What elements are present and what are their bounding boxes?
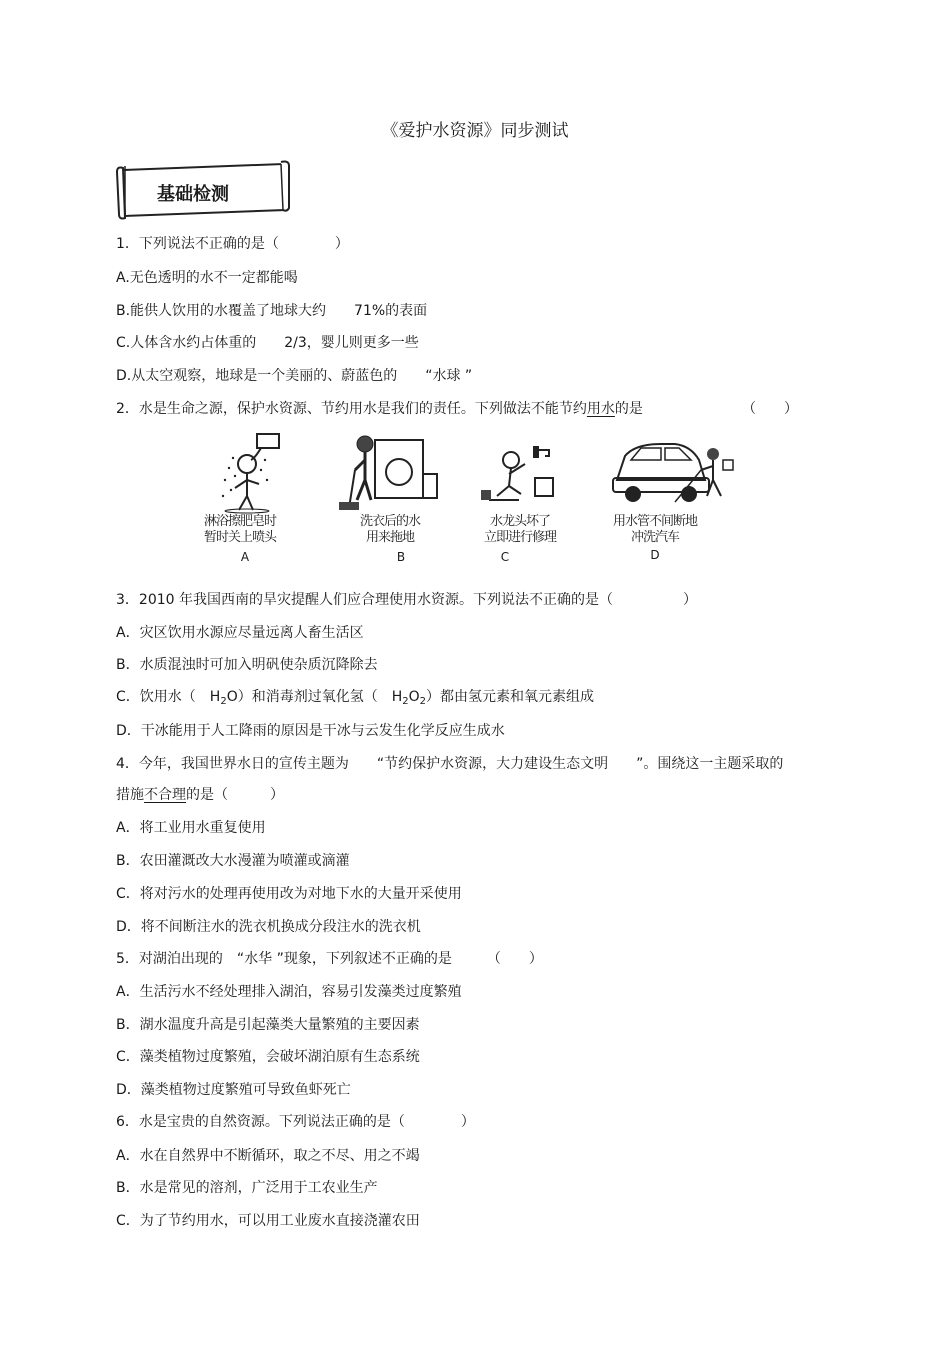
shower-person-icon (195, 430, 325, 514)
q4-stem-line-1: 4．今年，我国世界水日的宣传主题为 “节约保护水资源，大力建设生态文明 ”。围绕这一主题采取的 (116, 756, 784, 772)
figure-d-letter: D (650, 548, 660, 562)
q3-option-b: B．水质混浊时可加入明矾使杂质沉降除去 (116, 657, 378, 673)
q6-option-a: A．水在自然界中不断循环，取之不尽、用之不竭 (116, 1148, 420, 1164)
q3-option-a: A．灾区饮用水源应尽量远离人畜生活区 (116, 625, 364, 641)
q4-stem2-post: 的是（ ） (186, 787, 284, 803)
figure-d-caption-2: 冲洗汽车 (630, 530, 679, 545)
q1-option-d: D.从太空观察，地球是一个美丽的、蔚蓝色的 “水球 ” (116, 368, 473, 384)
q3-c-sub-2: 2 (402, 696, 409, 707)
q3-c-sub-3: 2 (419, 696, 427, 707)
q6-stem: 6．水是宝贵的自然资源。下列说法正确的是（ ） (116, 1114, 475, 1130)
figure-d (605, 430, 735, 570)
banner-label: 基础检测 (157, 184, 229, 205)
q1-option-c: C.人体含水约占体重的 2/3，婴儿则更多一些 (116, 335, 419, 351)
q3-c-part-3: O (408, 689, 420, 705)
q3-c-part-4: ）都由氢元素和氧元素组成 (426, 689, 595, 705)
q1-stem: 1．下列说法不正确的是（ ） (116, 236, 349, 252)
q6-option-b: B．水是常见的溶剂，广泛用于工农业生产 (116, 1180, 378, 1196)
q4-stem-line-2 (116, 785, 284, 805)
q5-option-d: D．藻类植物过度繁殖可导致鱼虾死亡 (116, 1082, 351, 1098)
q5-option-a: A．生活污水不经处理排入湖泊，容易引发藻类过度繁殖 (116, 984, 462, 1000)
q2-stem-post: 的是 (614, 401, 643, 417)
figure-b (335, 430, 465, 570)
q4-option-c: C．将对污水的处理再使用改为对地下水的大量开采使用 (116, 886, 462, 902)
figure-b-letter: B (396, 550, 406, 564)
q4-option-b: B．农田灌溉改大水漫灌为喷灌或滴灌 (116, 853, 350, 869)
figure-c (475, 430, 605, 570)
figure-b-caption-2: 用来拖地 (365, 530, 414, 545)
q3-c-sub-1: 2 (220, 696, 227, 707)
figure-b-caption-1: 洗衣后的水 (359, 514, 420, 529)
q4-stem2-underlined: 不合理 (144, 787, 186, 803)
laundry-mop-icon (335, 430, 465, 514)
q3-option-d: D．干冰能用于人工降雨的原因是干冰与云发生化学反应生成水 (116, 723, 505, 739)
figure-a-caption-2: 暂时关上喷头 (203, 530, 276, 545)
faucet-repair-icon (475, 430, 605, 514)
q5-option-c: C．藻类植物过度繁殖，会破坏湖泊原有生态系统 (116, 1049, 420, 1065)
q3-c-part-1: C．饮用水（ H (116, 689, 221, 705)
q6-option-c: C．为了节约用水，可以用工业废水直接浇灌农田 (116, 1213, 420, 1229)
q4-option-a: A．将工业用水重复使用 (116, 820, 266, 836)
q3-option-c (116, 687, 594, 712)
q3-c-part-2: O）和消毒剂过氧化氢（ H (226, 689, 403, 705)
q5-option-b: B．湖水温度升高是引起藻类大量繁殖的主要因素 (116, 1017, 420, 1033)
q5-stem: 5．对湖泊出现的 “水华 ”现象，下列叙述不正确的是 （ ） (116, 951, 543, 967)
q4-stem2-pre: 措施 (116, 787, 144, 803)
q2-stem-underlined: 用水 (586, 401, 615, 417)
section-banner (113, 158, 293, 222)
q1-option-b: B.能供人饮用的水覆盖了地球大约 71%的表面 (116, 303, 428, 319)
figure-a (195, 430, 325, 570)
figure-c-caption-1: 水龙头坏了 (489, 514, 550, 529)
q2-stem (116, 399, 643, 419)
q2-stem-pre: 2．水是生命之源，保护水资源、节约用水是我们的责任。下列做法不能节约 (116, 401, 587, 417)
q1-option-a: A.无色透明的水不一定都能喝 (116, 270, 298, 286)
car-washing-icon (605, 430, 745, 514)
page-title: 《爱护水资源》同步测试 (381, 121, 569, 141)
q3-stem: 3．2010 年我国西南的旱灾提醒人们应合理使用水资源。下列说法不正确的是（ ） (116, 592, 697, 608)
q2-figures (195, 430, 755, 570)
figure-d-caption-1: 用水管不间断地 (612, 514, 697, 529)
figure-c-caption-2: 立即进行修理 (483, 530, 556, 545)
figure-a-caption-1: 淋浴擦肥皂时 (203, 514, 276, 529)
figure-a-letter: A (240, 550, 250, 564)
q4-option-d: D．将不间断注水的洗衣机换成分段注水的洗衣机 (116, 919, 421, 935)
figure-c-letter: C (500, 550, 510, 564)
q2-paren: （ ） (742, 401, 798, 417)
